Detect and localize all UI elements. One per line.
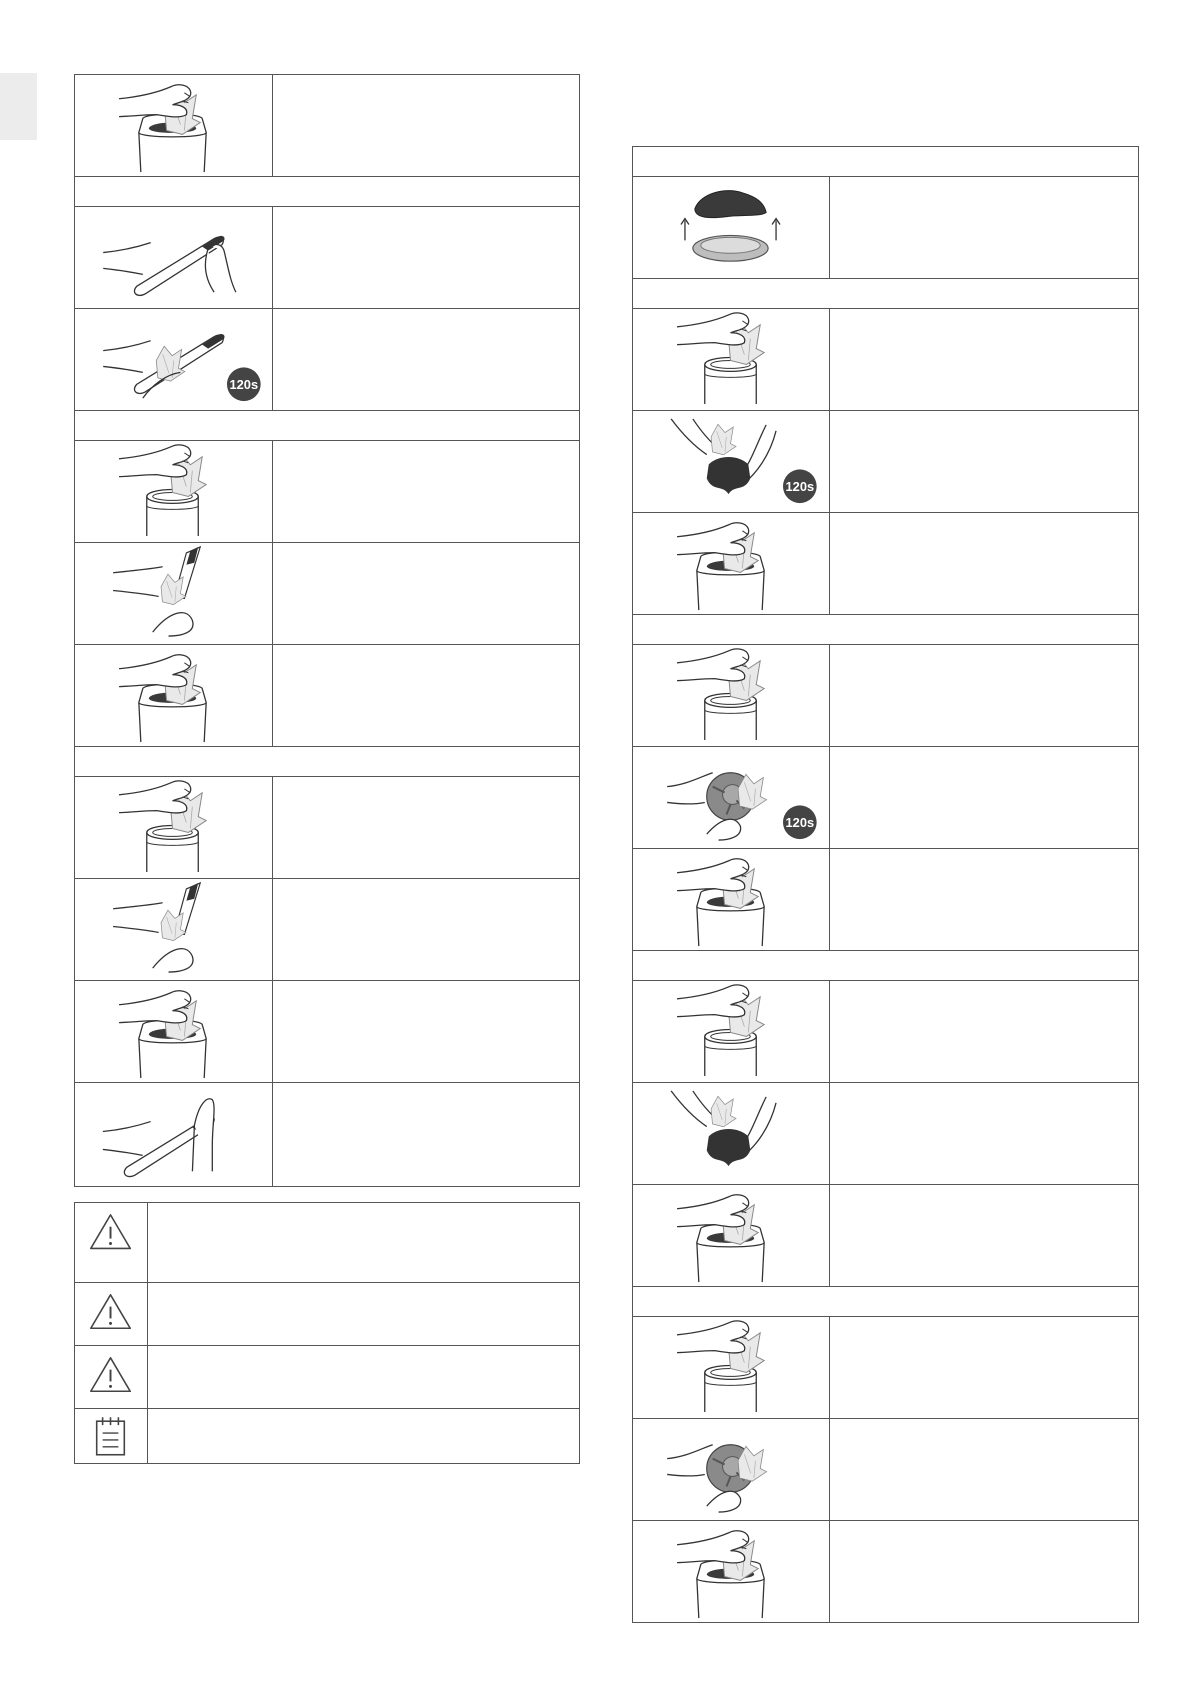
notice-row (75, 1346, 579, 1409)
notice-text (148, 1203, 579, 1282)
notice-text (148, 1409, 579, 1463)
mouthpiece-wipe-icon (633, 1083, 830, 1184)
handpiece-dry-icon (75, 1083, 273, 1186)
timer-badge-label: 120s (785, 479, 815, 495)
step-row (633, 849, 1138, 951)
step-row (633, 513, 1138, 615)
section-header (75, 411, 579, 441)
mouthpiece-lift-icon (633, 177, 830, 278)
step-text (273, 543, 579, 644)
left-instruction-table (74, 74, 580, 1187)
wipe-canister-icon (633, 1317, 830, 1418)
handpiece-tip-wipe-icon (75, 879, 273, 980)
step-row (75, 75, 579, 177)
step-text (830, 177, 1138, 278)
step-row (75, 879, 579, 981)
wipe-dispenser-flat-icon (75, 75, 273, 176)
step-text (830, 645, 1138, 746)
timer-badge-label: 120s (785, 815, 815, 831)
section-header (633, 951, 1138, 981)
step-text (830, 981, 1138, 1082)
step-text (830, 747, 1138, 848)
step-text (273, 1083, 579, 1186)
notice-text (148, 1346, 579, 1408)
step-row (633, 981, 1138, 1083)
section-header (633, 615, 1138, 645)
step-row (633, 747, 1138, 849)
ball-wipe-timer-icon (633, 747, 830, 848)
step-row (633, 1185, 1138, 1287)
step-row (75, 207, 579, 309)
step-text (830, 849, 1138, 950)
step-text (273, 981, 579, 1082)
notice-row (75, 1203, 579, 1283)
step-text (273, 879, 579, 980)
timer-badge-label: 120s (229, 377, 259, 393)
step-text (830, 411, 1138, 512)
section-header (633, 1287, 1138, 1317)
wipe-canister-icon (633, 309, 830, 410)
wipe-canister-icon (75, 777, 273, 878)
section-header (75, 747, 579, 777)
handpiece-wipe-timer-icon (75, 309, 273, 410)
step-row (633, 1419, 1138, 1521)
step-text (273, 207, 579, 308)
step-text (273, 441, 579, 542)
step-row (75, 981, 579, 1083)
wipe-dispenser-flat-icon (75, 981, 273, 1082)
notice-row (75, 1283, 579, 1346)
wipe-dispenser-flat-icon (633, 513, 830, 614)
step-text (830, 309, 1138, 410)
step-row (633, 1083, 1138, 1185)
step-text (273, 309, 579, 410)
wipe-canister-icon (75, 441, 273, 542)
warning-icon (75, 1203, 148, 1282)
step-text (273, 777, 579, 878)
step-row (633, 1317, 1138, 1419)
handpiece-tip-wipe-icon (75, 543, 273, 644)
step-row (633, 411, 1138, 513)
wipe-canister-icon (633, 645, 830, 746)
step-text (830, 1419, 1138, 1520)
right-instruction-table (632, 146, 1139, 1623)
section-header (633, 147, 1138, 177)
step-row (75, 543, 579, 645)
handpiece-wipe-icon (75, 207, 273, 308)
wipe-canister-icon (633, 981, 830, 1082)
wipe-dispenser-flat-icon (633, 1185, 830, 1286)
ball-wipe-icon (633, 1419, 830, 1520)
section-header (633, 279, 1138, 309)
step-text (830, 1185, 1138, 1286)
wipe-dispenser-flat-icon (633, 849, 830, 950)
step-text (273, 645, 579, 746)
step-row (75, 309, 579, 411)
step-row (75, 777, 579, 879)
step-text (273, 75, 579, 176)
notice-row (75, 1409, 579, 1463)
step-row (75, 1083, 579, 1186)
wipe-dispenser-flat-icon (75, 645, 273, 746)
step-text (830, 1317, 1138, 1418)
wipe-dispenser-flat-icon (633, 1521, 830, 1622)
section-tab-marker (0, 73, 37, 140)
section-header (75, 177, 579, 207)
note-icon (75, 1409, 148, 1463)
step-text (830, 1521, 1138, 1622)
notice-text (148, 1283, 579, 1345)
step-row (633, 645, 1138, 747)
notices-table (74, 1202, 580, 1464)
warning-icon (75, 1346, 148, 1408)
step-text (830, 513, 1138, 614)
step-row (633, 309, 1138, 411)
warning-icon (75, 1283, 148, 1345)
step-row (633, 177, 1138, 279)
step-row (633, 1521, 1138, 1622)
step-row (75, 645, 579, 747)
step-text (830, 1083, 1138, 1184)
mouthpiece-wipe-timer-icon (633, 411, 830, 512)
step-row (75, 441, 579, 543)
